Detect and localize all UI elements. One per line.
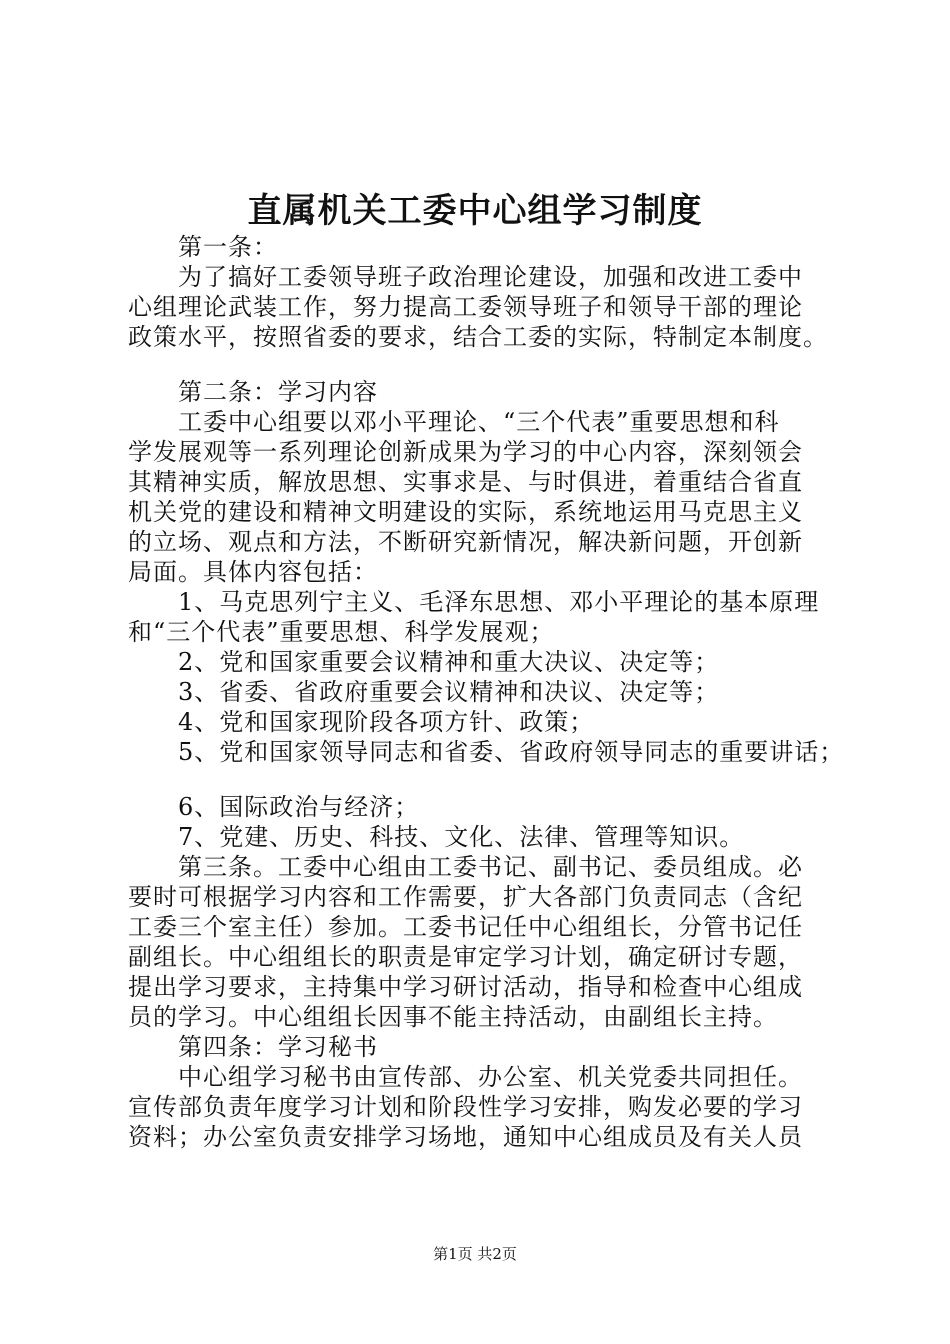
text-line: 和“三个代表”重要思想、科学发展观； bbox=[128, 618, 555, 646]
text-line: 中心组学习秘书由宣传部、办公室、机关党委共同担任。 bbox=[128, 1063, 803, 1091]
text-line: 员的学习。中心组组长因事不能主持活动，由副组长主持。 bbox=[128, 1003, 778, 1031]
text-line: 1、马克思列宁主义、毛泽东思想、邓小平理论的基本原理 bbox=[128, 588, 820, 616]
text-line: 第四条：学习秘书 bbox=[128, 1033, 378, 1061]
text-line: 5、党和国家领导同志和省委、省政府领导同志的重要讲话； bbox=[128, 738, 845, 766]
text-line: 提出学习要求，主持集中学习研讨活动，指导和检查中心组成 bbox=[128, 973, 803, 1001]
text-line: 政策水平，按照省委的要求，结合工委的实际，特制定本制度。 bbox=[128, 323, 828, 351]
text-line: 为了搞好工委领导班子政治理论建设，加强和改进工委中 bbox=[128, 263, 803, 291]
document-body bbox=[128, 232, 845, 1152]
text-line: 第三条。工委中心组由工委书记、副书记、委员组成。必 bbox=[128, 853, 803, 881]
paragraph-gap bbox=[128, 352, 840, 377]
text-line: 的立场、观点和方法，不断研究新情况，解决新问题，开创新 bbox=[128, 528, 803, 556]
text-line: 工委中心组要以邓小平理论、“三个代表”重要思想和科 bbox=[128, 408, 780, 436]
page-footer: 第1页 共2页 bbox=[433, 1245, 517, 1263]
text-line: 3、省委、省政府重要会议精神和决议、决定等； bbox=[128, 678, 720, 706]
text-line: 副组长。中心组组长的职责是审定学习计划，确定研讨专题， bbox=[128, 943, 803, 971]
text-line: 宣传部负责年度学习计划和阶段性学习安排，购发必要的学习 bbox=[128, 1093, 803, 1121]
text-line: 机关党的建设和精神文明建设的实际，系统地运用马克思主义 bbox=[128, 498, 803, 526]
text-line: 资料；办公室负责安排学习场地，通知中心组成员及有关人员 bbox=[128, 1123, 803, 1151]
text-line: 局面。具体内容包括： bbox=[128, 558, 378, 586]
text-line: 第一条： bbox=[128, 233, 278, 261]
text-line: 心组理论武装工作，努力提高工委领导班子和领导干部的理论 bbox=[128, 293, 803, 321]
text-line: 其精神实质，解放思想、实事求是、与时俱进，着重结合省直 bbox=[128, 468, 803, 496]
paragraph-gap bbox=[128, 767, 840, 792]
text-line: 第二条：学习内容 bbox=[128, 378, 378, 406]
text-line: 4、党和国家现阶段各项方针、政策； bbox=[128, 708, 595, 736]
text-line: 工委三个室主任）参加。工委书记任中心组组长，分管书记任 bbox=[128, 913, 803, 941]
text-line: 6、国际政治与经济； bbox=[128, 793, 420, 821]
text-line: 7、党建、历史、科技、文化、法律、管理等知识。 bbox=[128, 823, 745, 851]
text-line: 要时可根据学习内容和工作需要，扩大各部门负责同志（含纪 bbox=[128, 883, 803, 911]
document-title: 直属机关工委中心组学习制度 bbox=[247, 191, 703, 231]
text-line: 学发展观等一系列理论创新成果为学习的中心内容，深刻领会 bbox=[128, 438, 803, 466]
text-line: 2、党和国家重要会议精神和重大决议、决定等； bbox=[128, 648, 720, 676]
